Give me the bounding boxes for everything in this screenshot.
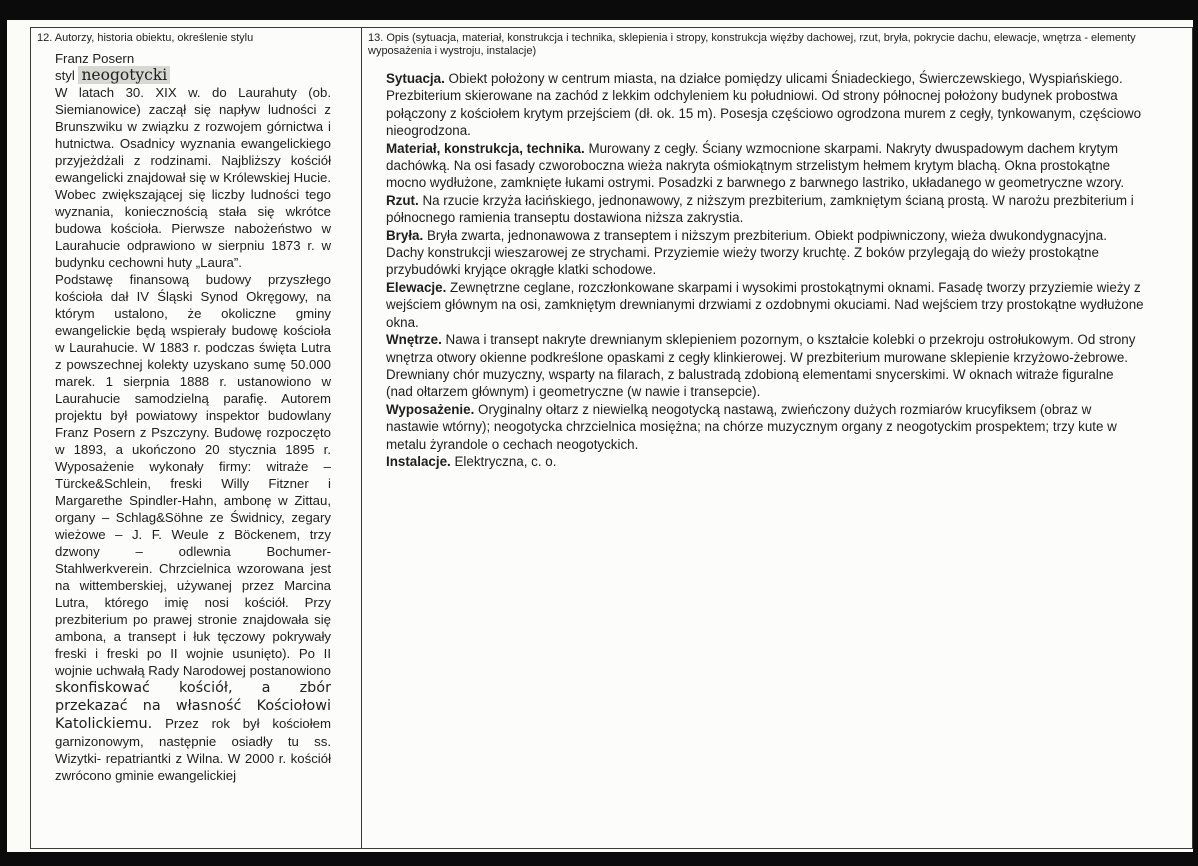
history-paragraph-2-part-b: skonfiskować kościół, a zbór przekazać na własność Kościołowi Katolickiemu. [55, 680, 331, 732]
style-prefix: styl [55, 68, 75, 83]
description-paragraph [386, 227, 1144, 279]
history-paragraph-2-part-a: Podstawę finansową budowy przyszłego kościoła dał IV Śląski Synod Okręgowy, na którym ustalono, że okoliczne gminy ewangelickie będą wspierały budowę kościoła w Laurahucie. W 1883 r. podczas święta Lutra z powszechnej kolekty uzyskano sumę 50.000 marek. 1 sierpnia 1888 r. ustanowiono w Laurahucie samodzielną parafię. Autorem projektu był powiatowy inspektor budowlany Franz Posern z Pszczyny. Budowę rozpoczęto w 1893, a ukończono 20 stycznia 1895 r. Wyposażenie wykonały firmy: witraże – Türcke&Schlein, freski Willy Fitzner i Margarethe Spindler-Hahn, ambonę w Zittau, organy – Schlag&Söhne ze Świdnicy, zegary wieżowe – J. F. Weule z Böckenem, trzy dzwony – odlewnia Bochumer-Stahlwerkverein. Chrzcielnica wzorowana jest na wittemberskiej, używanej przez Marcina Lutra, którego imię nosi kościół. Przy prezbiterium po prawej stronie znajdowała się ambona, a transept i łuk tęczowy pokrywały freski i freski po II wojnie usunięto). Po II wojnie uchwałą Rady Narodowej postanowiono [55, 272, 331, 678]
paragraph-text: Elektryczna, c. o. [454, 453, 557, 469]
paragraph-label: Elewacje. [386, 279, 447, 295]
description-paragraph [386, 70, 1144, 140]
paragraph-text: Oryginalny ołtarz z niewielką neogotycką nastawą, zwieńczony dużych rozmiarów krucyfiksem (obraz w nastawie wtórny); neogotycka chrzcielnica mosiężna; na chórze muzycznym organy z neogotyckim prospektem; trzy kute w metalu żyrandole o cechach neogotyckich. [386, 401, 1117, 452]
column-description [362, 28, 1192, 848]
paragraph-label: Rzut. [386, 192, 419, 208]
history-paragraph-2-part-c: Przez rok był kościołem garnizonowym, następnie osiadły tu ss. Wizytki- repatriantki z Wilna. W 2000 r. kościół zwrócono gminie ewangelickiej [55, 716, 331, 783]
paragraph-label: Wnętrze. [386, 332, 442, 348]
author-name: Franz Posern [55, 51, 135, 66]
history-paragraph-1: W latach 30. XIX w. do Laurahuty (ob. Siemianowice) zaczął się napływ ludności z Brunszwiku w związku z rozwojem górnictwa i hutnictwa. Osadnicy wyznania ewangelickiego przyjeżdżali z rodzinami. Najbliższy kościół ewangelicki znajdował się w Królewskiej Hucie. Wobec zwiększającej się liczby ludności tego wyznania, koniecznością stała się wkrótce budowa kościoła. Pierwsze nabożeństwo w Laurahucie odprawiono w sierpniu 1873 r. w budynku cechowni huty „Laura”. [55, 85, 331, 270]
paragraph-label: Sytuacja. [386, 71, 445, 86]
description-paragraph [386, 192, 1144, 227]
description-paragraph [386, 279, 1144, 331]
paragraph-label: Bryła. [386, 227, 424, 243]
paragraph-text: Na rzucie krzyża łacińskiego, jednonawowy, z niższym prezbiterium, zamkniętym ścianą prostą. W narożu prezbiterium i północnego ramienia transeptu dostawiona niższa zakrystia. [386, 192, 1134, 226]
description-paragraph [386, 453, 1144, 470]
column-authors-history [31, 28, 362, 848]
description-paragraph [386, 331, 1144, 401]
description-paragraph [386, 401, 1144, 453]
section-13-header: 13. Opis (sytuacja, materiał, konstrukcja i technika, sklepienia i stropy, konstrukcja więźby dachowej, rzut, bryła, pokrycie dachu, elewacje, wnętrza - elementy wyposażenia i wystroju, instalacje) [368, 32, 1136, 57]
paragraph-label: Wyposażenie. [386, 401, 475, 417]
paragraph-text: Bryła zwarta, jednonawowa z transeptem i niższym prezbiterium. Obiekt podpiwniczony, wieża dwukondygnacyjna. Dachy konstrukcji wieszarowej ze strychami. Przyziemie wieży tworzy kruchtę. Z boków przylegają do wieży prostokątne przybudówki kryjące okrągłe klatki schodowe. [386, 227, 1107, 278]
history-paragraph-2 [55, 271, 331, 784]
section-13-body [362, 58, 1192, 470]
paragraph-text: Nawa i transept nakryte drewnianym sklepieniem pozornym, o kształcie kolebki o przekroju ostrołukowym. Od strony wnętrza otwory okienne podkreślone opaskami z cegły klinkierowej. W prezbiterium murowane sklepienie krzyżowo-żebrowe. Drewniany chór muzyczny, wsparty na filarach, z balustradą zdobioną elementami snycerskimi. W oknach witraże figuralne (nad ołtarzem głównym) i geometryczne (w nawie i transepcie). [386, 332, 1136, 400]
paragraph-text: Obiekt położony w centrum miasta, na działce pomiędzy ulicami Śniadeckiego, Świerczewskiego, Wyspiańskiego. Prezbiterium skierowane na zachód z lekkim odchyleniem ku południowi. Od strony północnej położony budynek probostwa połączony z kościołem krytym przejściem (dł. ok. 15 m). Posesja częściowo ogrodzona murem z cegły, tynkowanym, częściowo nieogrodzona. [386, 71, 1142, 139]
paragraph-label: Instalacje. [386, 453, 451, 469]
paragraph-label: Materiał, konstrukcja, technika. [386, 140, 585, 156]
paragraph-text: Zewnętrzne ceglane, rozczłonkowane skarpami i wysokimi prostokątnymi oknami. Fasadę tworzy przyziemie wieży z wejściem głównym na osi, zamkniętym drewnianymi drzwiami z ozdobnymi okuciami. Nad wejściem trzy prostokątne wydłużone okna. [386, 279, 1144, 330]
section-12-header: 12. Autorzy, historia obiektu, określenie stylu [37, 32, 254, 44]
paragraph-text: Murowany z cegły. Ściany wzmocnione skarpami. Nakryty dwuspadowym dachem krytym dachówką. Na osi fasady czworoboczna wieża nakryta ośmiokątnym strzelistym hełmem krytym blachą. Okna prostokątne mocno wydłużone, zamknięte łukami ostrymi. Posadzki z barwnego z barwnego lastriko, układanego w geometryczne wzory. [386, 140, 1125, 191]
section-12-body [31, 45, 361, 784]
style-line [55, 67, 331, 84]
document-page [7, 20, 1193, 852]
record-table [30, 27, 1193, 849]
description-paragraph [386, 140, 1144, 192]
style-value-highlight: neogotycki [78, 66, 170, 84]
